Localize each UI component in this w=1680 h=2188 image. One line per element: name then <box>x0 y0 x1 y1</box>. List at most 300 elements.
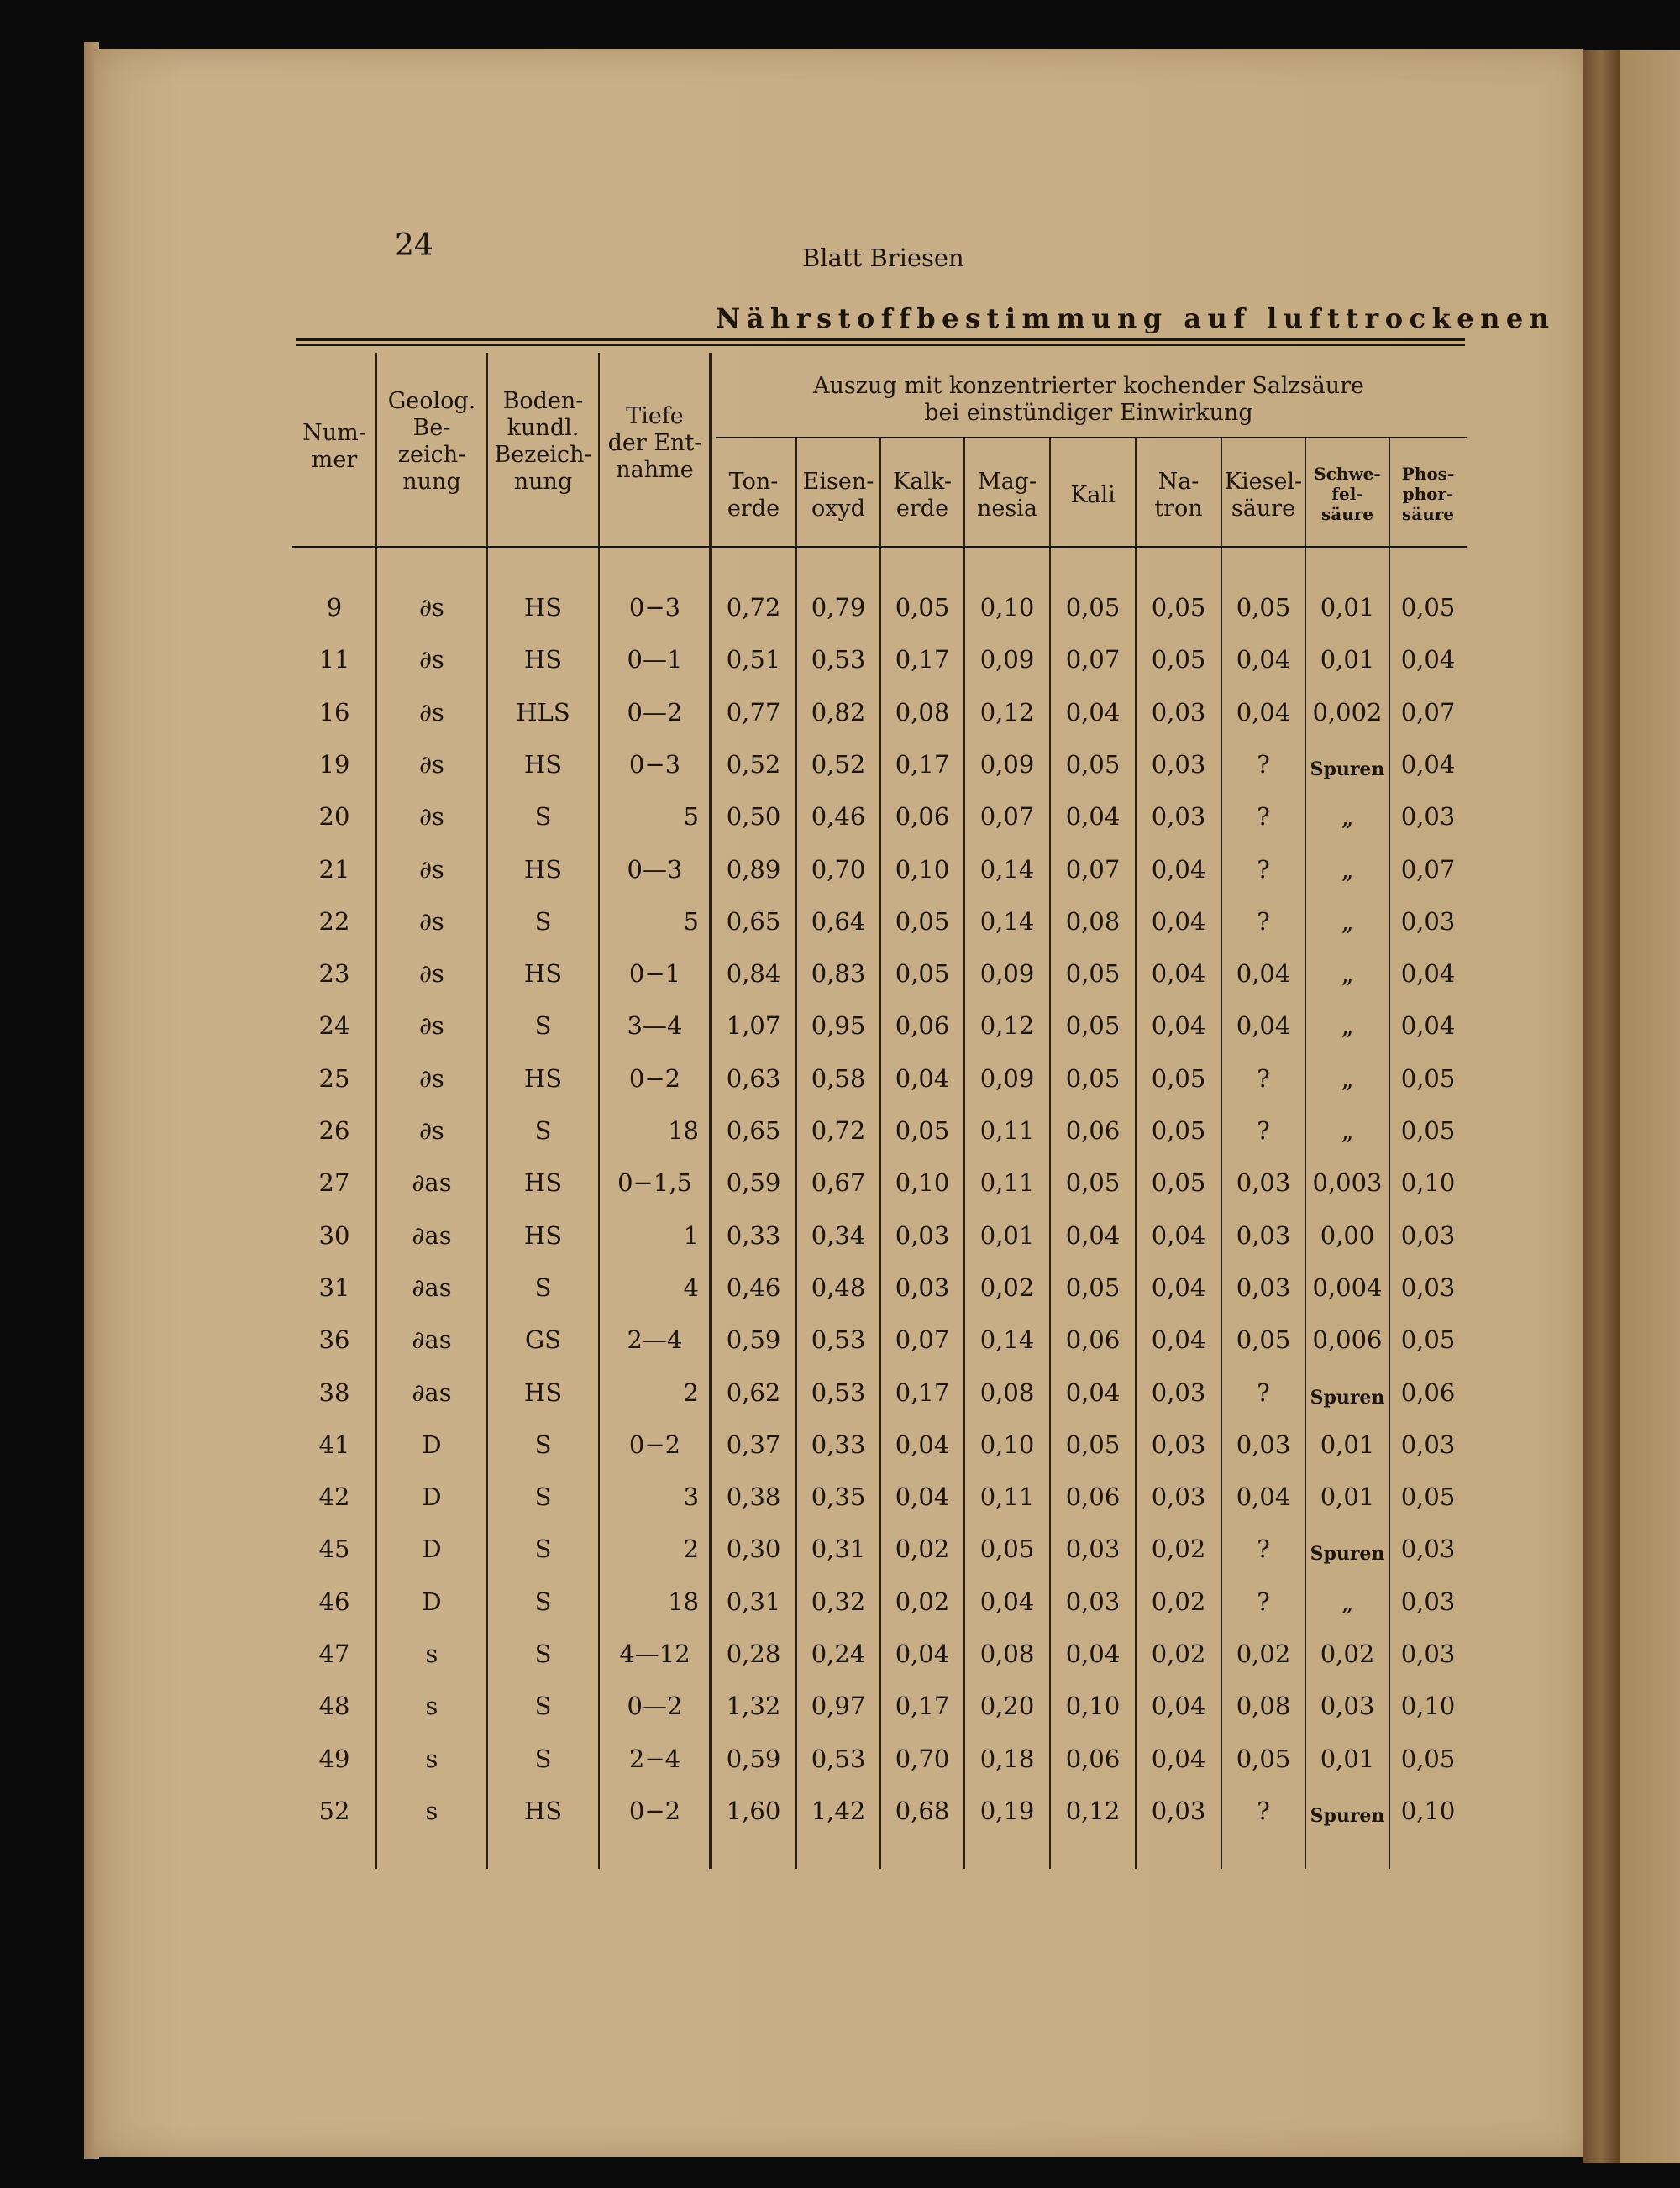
table-cell: 0,05 <box>1151 1116 1206 1145</box>
table-cell: 0,03 <box>1400 1272 1456 1302</box>
table-cell: 0,01 <box>979 1220 1035 1250</box>
table-cell: 0,05 <box>1151 1168 1206 1198</box>
title-rule-thick <box>296 338 1465 341</box>
table-cell: 0,06 <box>1065 1116 1121 1145</box>
header-tonerde: erde <box>727 496 780 522</box>
table-cell: ∂s <box>419 959 444 989</box>
table-cell: 0,05 <box>1400 1482 1456 1512</box>
table-cell: 0,10 <box>1400 1692 1456 1721</box>
table-cell: 0,05 <box>1400 1744 1456 1773</box>
table-cell: 0,05 <box>1236 593 1291 622</box>
header-auszug: bei einstündiger Einwirkung <box>924 400 1253 426</box>
row-number: 49 <box>318 1744 350 1773</box>
table-cell: HS <box>523 1220 563 1250</box>
table-cell: 0−3 <box>628 593 681 622</box>
table-cell: 0,05 <box>895 906 950 936</box>
table-cell: HS <box>523 854 563 884</box>
table-cell: 0,12 <box>1065 1796 1121 1825</box>
table-cell: HS <box>523 1063 563 1093</box>
table-cell: 0—1 <box>627 645 683 674</box>
table-cell: HS <box>523 593 563 622</box>
table-cell: 0,05 <box>1400 593 1456 622</box>
table-cell: 5 <box>683 906 699 936</box>
table-cell: 0,003 <box>1312 1168 1383 1198</box>
header-tiefe: Tiefe <box>626 403 684 429</box>
table-cell: 0,05 <box>895 959 950 989</box>
table-cell: 0,03 <box>1236 1272 1291 1302</box>
column-divider <box>1049 438 1051 1869</box>
table-cell: 0,02 <box>895 1587 950 1616</box>
header-boden: Bezeich- <box>494 442 592 468</box>
table-cell: 0,08 <box>895 697 950 727</box>
table-cell: ? <box>1257 1535 1270 1564</box>
header-natron: tron <box>1154 496 1203 522</box>
table-cell: 0,06 <box>895 802 950 832</box>
header-natron: Na- <box>1158 469 1200 495</box>
row-number: 9 <box>326 593 343 622</box>
table-cell: 0,10 <box>979 1430 1035 1459</box>
table-cell: 0,01 <box>1320 1482 1375 1512</box>
table-cell: 0,04 <box>1065 1640 1121 1668</box>
table-cell: 0,03 <box>1151 749 1206 779</box>
table-cell: HS <box>523 749 563 779</box>
row-number: 24 <box>318 1011 350 1041</box>
table-cell: 0—2 <box>627 697 683 727</box>
table-cell: 0,19 <box>979 1796 1035 1825</box>
table-cell: 0,84 <box>726 959 781 989</box>
table-cell: „ <box>1341 1011 1354 1041</box>
table-cell: 0,04 <box>1151 1011 1206 1041</box>
row-number: 25 <box>318 1063 350 1093</box>
table-cell: 0,14 <box>979 854 1035 884</box>
header-boden: Boden- <box>502 388 584 414</box>
table-cell: ∂s <box>419 1116 444 1145</box>
table-cell: 0,05 <box>1065 1430 1121 1459</box>
table-cell: 0,02 <box>1236 1640 1291 1668</box>
table-cell: 0,03 <box>1236 1220 1291 1250</box>
table-cell: 0,06 <box>1065 1325 1121 1355</box>
table-cell: 0—2 <box>627 1692 683 1721</box>
table-cell: „ <box>1341 1587 1354 1616</box>
table-cell: ∂s <box>419 854 444 884</box>
table-cell: 0,37 <box>726 1430 781 1459</box>
table-cell: 0,51 <box>726 645 781 674</box>
table-cell: 0,65 <box>726 906 781 936</box>
table-cell: 0,89 <box>726 854 781 884</box>
table-cell: 0,53 <box>811 1744 866 1773</box>
table-cell: s <box>425 1744 438 1773</box>
table-cell: 2 <box>683 1377 699 1407</box>
table-cell: „ <box>1341 854 1354 884</box>
table-cell: 0,70 <box>811 854 866 884</box>
row-number: 52 <box>318 1796 350 1825</box>
table-cell: 0,97 <box>811 1692 866 1721</box>
table-cell: 0,09 <box>979 959 1035 989</box>
table-cell: 0,04 <box>1151 1744 1206 1773</box>
column-divider <box>709 353 712 1869</box>
table-cell: S <box>534 802 552 832</box>
table-cell: 0,07 <box>895 1325 950 1355</box>
row-number: 38 <box>318 1377 350 1407</box>
table-cell: 0,04 <box>1065 802 1121 832</box>
table-cell: 0,05 <box>1065 1063 1121 1093</box>
row-number: 41 <box>318 1430 350 1459</box>
table-cell: 0,02 <box>1320 1640 1375 1668</box>
table-cell: 0,77 <box>726 697 781 727</box>
table-cell: 0,03 <box>1151 697 1206 727</box>
table-cell: 0,46 <box>811 802 866 832</box>
table-cell: 0,59 <box>726 1744 781 1773</box>
table-cell: S <box>534 1482 552 1512</box>
header-schwefelsaeure: Schwe- <box>1314 464 1381 484</box>
table-cell: 0,04 <box>1151 854 1206 884</box>
table-cell: 0,33 <box>726 1220 781 1250</box>
column-divider <box>1135 438 1137 1869</box>
table-cell: 0,06 <box>1065 1482 1121 1512</box>
table-cell: 4—12 <box>619 1640 690 1668</box>
table-cell: ? <box>1257 749 1270 779</box>
table-cell: GS <box>524 1325 562 1355</box>
table-cell: 0,10 <box>979 593 1035 622</box>
header-kali: Kali <box>1070 482 1116 508</box>
table-cell: 0,04 <box>1151 1220 1206 1250</box>
table-cell: 0,04 <box>1151 1272 1206 1302</box>
table-cell: 0,04 <box>1400 1011 1456 1041</box>
table-cell: 1,07 <box>726 1011 781 1041</box>
table-cell: 0,03 <box>1236 1168 1291 1198</box>
table-cell: 0,04 <box>1065 697 1121 727</box>
row-number: 46 <box>318 1587 350 1616</box>
table-cell: 0,79 <box>811 593 866 622</box>
table-cell: 0,04 <box>895 1063 950 1093</box>
table-cell: 0,12 <box>979 697 1035 727</box>
table-cell: ∂as <box>412 1272 452 1302</box>
table-cell: 0,11 <box>979 1116 1035 1145</box>
table-cell: 0,09 <box>979 645 1035 674</box>
table-cell: 0,04 <box>1151 1692 1206 1721</box>
table-cell: ? <box>1257 906 1270 936</box>
table-cell: 0,10 <box>1400 1168 1456 1198</box>
table-cell: 0,006 <box>1312 1325 1383 1355</box>
running-head: Blatt Briesen <box>802 244 964 272</box>
table-cell: 0,05 <box>1065 749 1121 779</box>
table-cell: ? <box>1257 1063 1270 1093</box>
table-cell: 0,10 <box>895 1168 950 1198</box>
table-cell: 0,04 <box>1236 959 1291 989</box>
table-cell: 0,04 <box>1400 749 1456 779</box>
page-number: 24 <box>395 228 433 263</box>
table-cell: 0−1,5 <box>617 1168 692 1198</box>
header-phosphorsaeure: Phos- <box>1401 464 1455 484</box>
table-cell: 0,05 <box>1236 1325 1291 1355</box>
table-cell: ∂s <box>419 645 444 674</box>
table-cell: 0−3 <box>628 749 681 779</box>
table-cell: 0,38 <box>726 1482 781 1512</box>
table-cell: S <box>534 1116 552 1145</box>
table-cell: HS <box>523 645 563 674</box>
table-cell: 0—3 <box>627 854 683 884</box>
table-cell: 0,20 <box>979 1692 1035 1721</box>
table-cell: 0,06 <box>895 1011 950 1041</box>
table-cell: ∂s <box>419 1063 444 1093</box>
table-cell: 0,08 <box>979 1640 1035 1668</box>
table-cell: 0,002 <box>1312 697 1383 727</box>
table-cell: 0,03 <box>1151 1377 1206 1407</box>
table-cell: 0,03 <box>1320 1692 1375 1721</box>
table-cell: 1 <box>683 1220 699 1250</box>
row-number: 21 <box>318 854 350 884</box>
column-divider <box>795 438 797 1869</box>
header-geolog: nung <box>402 469 461 495</box>
table-cell: 0,48 <box>811 1272 866 1302</box>
table-cell: 0,10 <box>895 854 950 884</box>
table-cell: 0,72 <box>811 1116 866 1145</box>
table-cell: s <box>425 1692 438 1721</box>
table-cell: ? <box>1257 802 1270 832</box>
table-cell: HS <box>523 1377 563 1407</box>
table-cell: 0,68 <box>895 1796 950 1825</box>
table-cell: 0,07 <box>979 802 1035 832</box>
header-geolog: Geolog. <box>387 388 476 414</box>
table-cell: 0,11 <box>979 1482 1035 1512</box>
table-cell: 0,06 <box>1065 1744 1121 1773</box>
table-cell: 0,04 <box>895 1482 950 1512</box>
title-rule-thin <box>296 344 1465 346</box>
table-cell: 0,05 <box>895 1116 950 1145</box>
table-cell: 0,08 <box>979 1377 1035 1407</box>
header-boden: kundl. <box>507 415 580 441</box>
table-cell: 0,17 <box>895 645 950 674</box>
table-cell: 0,05 <box>1400 1116 1456 1145</box>
row-number: 23 <box>318 959 350 989</box>
table-cell: 0,07 <box>1065 645 1121 674</box>
table-cell: 0,03 <box>1400 1535 1456 1564</box>
table-cell: 0,12 <box>979 1011 1035 1041</box>
table-cell: ∂s <box>419 593 444 622</box>
table-cell: 0,14 <box>979 906 1035 936</box>
column-divider <box>598 353 600 1869</box>
header-kieselsaeure: Kiesel- <box>1224 469 1303 495</box>
table-cell: ∂as <box>412 1168 452 1198</box>
table-cell: 0−2 <box>628 1063 681 1093</box>
table-cell: 18 <box>668 1587 699 1616</box>
table-cell: 0,50 <box>726 802 781 832</box>
table-cell: 0,05 <box>1065 959 1121 989</box>
table-cell: 0,08 <box>1236 1692 1291 1721</box>
table-cell: S <box>534 906 552 936</box>
table-cell: S <box>534 1744 552 1773</box>
table-cell: 0,52 <box>811 749 866 779</box>
table-cell: 0,70 <box>895 1744 950 1773</box>
table-cell: „ <box>1341 959 1354 989</box>
table-cell: ∂s <box>419 697 444 727</box>
table-cell: S <box>534 1535 552 1564</box>
column-divider <box>963 438 965 1869</box>
table-cell: 0,10 <box>1065 1692 1121 1721</box>
row-number: 20 <box>318 802 350 832</box>
column-divider <box>1389 438 1390 1869</box>
table-cell: 0,04 <box>1236 645 1291 674</box>
header-tiefe: der Ent- <box>607 430 702 456</box>
table-cell: 0,65 <box>726 1116 781 1145</box>
table-cell: ? <box>1257 854 1270 884</box>
table-cell: 0,59 <box>726 1325 781 1355</box>
table-cell: 0,04 <box>1400 959 1456 989</box>
table-cell: 0,09 <box>979 749 1035 779</box>
table-cell: Spuren <box>1310 758 1385 780</box>
table-cell: 1,42 <box>811 1796 866 1825</box>
row-number: 27 <box>318 1168 350 1198</box>
table-cell: 0,01 <box>1320 593 1375 622</box>
table-cell: 0,04 <box>895 1430 950 1459</box>
auszug-rule <box>716 437 1467 438</box>
table-cell: 0,67 <box>811 1168 866 1198</box>
table-cell: 0,03 <box>1400 1587 1456 1616</box>
table-cell: 0,05 <box>1065 593 1121 622</box>
table-cell: 0,05 <box>979 1535 1035 1564</box>
table-cell: 0,04 <box>1236 697 1291 727</box>
table-cell: S <box>534 1430 552 1459</box>
header-eisenoxyd: oxyd <box>811 496 866 522</box>
table-cell: 0,05 <box>1151 593 1206 622</box>
header-kalkerde: Kalk- <box>893 469 952 495</box>
header-tonerde: Ton- <box>728 469 779 495</box>
table-cell: 0,05 <box>1065 1272 1121 1302</box>
row-number: 42 <box>318 1482 350 1512</box>
table-cell: „ <box>1341 802 1354 832</box>
header-geolog: zeich- <box>397 442 466 468</box>
table-cell: 0,32 <box>811 1587 866 1616</box>
table-cell: 0,07 <box>1400 697 1456 727</box>
table-cell: 0,05 <box>1065 1011 1121 1041</box>
table-cell: ∂as <box>412 1377 452 1407</box>
table-cell: 0,14 <box>979 1325 1035 1355</box>
column-divider <box>375 353 377 1869</box>
table-cell: 0,04 <box>1151 1325 1206 1355</box>
table-cell: ∂s <box>419 1011 444 1041</box>
table-cell: 0,05 <box>1151 645 1206 674</box>
table-cell: 0,03 <box>1400 1220 1456 1250</box>
facing-page-edge <box>1620 50 1680 2163</box>
table-cell: ? <box>1257 1377 1270 1407</box>
table-cell: 0,07 <box>1065 854 1121 884</box>
table-cell: 0−1 <box>628 959 681 989</box>
table-cell: Spuren <box>1310 1386 1385 1409</box>
table-cell: 0,46 <box>726 1272 781 1302</box>
table-cell: 0,04 <box>1065 1220 1121 1250</box>
table-cell: 0,11 <box>979 1168 1035 1198</box>
table-cell: 0,82 <box>811 697 866 727</box>
table-cell: 0,04 <box>1065 1377 1121 1407</box>
table-cell: 0,02 <box>1151 1535 1206 1564</box>
table-cell: 0−2 <box>628 1796 681 1825</box>
row-number: 16 <box>318 697 350 727</box>
table-cell: S <box>534 1587 552 1616</box>
header-kalkerde: erde <box>895 496 949 522</box>
table-cell: S <box>534 1011 552 1041</box>
header-tiefe: nahme <box>616 457 694 483</box>
header-kieselsaeure: säure <box>1231 496 1296 522</box>
table-cell: 0,09 <box>979 1063 1035 1093</box>
table-cell: 1,32 <box>726 1692 781 1721</box>
header-phosphorsaeure: phor- <box>1402 484 1454 504</box>
table-cell: 0,31 <box>726 1587 781 1616</box>
column-divider <box>1305 438 1306 1869</box>
row-number: 48 <box>318 1692 350 1721</box>
header-nummer: mer <box>311 447 358 473</box>
table-cell: 0,59 <box>726 1168 781 1198</box>
table-cell: 0,04 <box>1400 645 1456 674</box>
table-cell: 0,31 <box>811 1535 866 1564</box>
table-cell: 0,05 <box>1236 1744 1291 1773</box>
table-cell: 2—4 <box>627 1325 683 1355</box>
table-cell: 0,03 <box>1151 1482 1206 1512</box>
table-cell: ∂s <box>419 802 444 832</box>
table-cell: HS <box>523 1796 563 1825</box>
header-auszug: Auszug mit konzentrierter kochender Salzsäure <box>812 373 1365 399</box>
table-cell: HLS <box>516 697 570 727</box>
table-cell: 0,05 <box>1065 1168 1121 1198</box>
table-title: Nährstoffbestimmung auf lufttrockenen <box>716 302 1556 334</box>
table-cell: 0,53 <box>811 645 866 674</box>
table-cell: 0,63 <box>726 1063 781 1093</box>
header-nummer: Num- <box>302 420 366 446</box>
table-cell: 18 <box>668 1116 699 1145</box>
table-cell: ∂s <box>419 906 444 936</box>
table-cell: 0,02 <box>979 1272 1035 1302</box>
row-number: 26 <box>318 1116 350 1145</box>
table-cell: 0,03 <box>1400 1430 1456 1459</box>
table-cell: 0,28 <box>726 1640 781 1668</box>
table-cell: 0,72 <box>726 593 781 622</box>
table-cell: 0,01 <box>1320 645 1375 674</box>
table-cell: „ <box>1341 1116 1354 1145</box>
table-cell: 2−4 <box>628 1744 681 1773</box>
row-number: 22 <box>318 906 350 936</box>
table-cell: 0,83 <box>811 959 866 989</box>
table-cell: 0,04 <box>1236 1011 1291 1041</box>
table-cell: 0,00 <box>1320 1220 1375 1250</box>
table-cell: 0,18 <box>979 1744 1035 1773</box>
table-cell: HS <box>523 959 563 989</box>
table-cell: ? <box>1257 1116 1270 1145</box>
row-number: 30 <box>318 1220 350 1250</box>
table-cell: 0,58 <box>811 1063 866 1093</box>
table-cell: 0,06 <box>1400 1377 1456 1407</box>
row-number: 47 <box>318 1640 350 1668</box>
row-number: 36 <box>318 1325 350 1355</box>
table-cell: 0,02 <box>1151 1640 1206 1668</box>
table-cell: 2 <box>683 1535 699 1564</box>
header-magnesia: Mag- <box>977 469 1037 495</box>
table-cell: D <box>422 1535 442 1564</box>
table-cell: „ <box>1341 1063 1354 1093</box>
column-divider <box>1221 438 1222 1869</box>
table-cell: 0,03 <box>1400 1640 1456 1668</box>
table-cell: 0,01 <box>1320 1430 1375 1459</box>
header-schwefelsaeure: fel- <box>1331 484 1363 504</box>
table-cell: 0,05 <box>1400 1325 1456 1355</box>
table-cell: ∂as <box>412 1220 452 1250</box>
table-cell: 0,53 <box>811 1325 866 1355</box>
table-cell: 0,17 <box>895 749 950 779</box>
table-cell: 0,03 <box>1400 906 1456 936</box>
table-cell: 0,03 <box>895 1272 950 1302</box>
table-cell: 0,04 <box>1151 906 1206 936</box>
table-cell: 0,35 <box>811 1482 866 1512</box>
table-cell: 0,05 <box>1151 1063 1206 1093</box>
table-cell: D <box>422 1482 442 1512</box>
